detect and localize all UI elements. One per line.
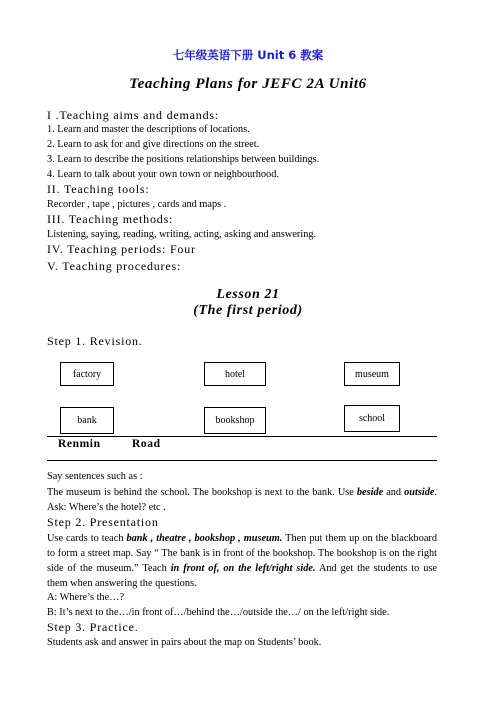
map-building-school: school <box>344 405 400 432</box>
map-building-hotel: hotel <box>204 362 266 386</box>
road-name-word2: Road <box>132 438 161 450</box>
step3-text: Students ask and answer in pairs about the map on Students’ book. <box>47 637 322 648</box>
map-building-museum: museum <box>344 362 400 386</box>
step1-heading: Step 1. Revision. <box>47 334 143 348</box>
tools-text: Recorder , tape , pictures , cards and maps . <box>47 199 227 210</box>
chinese-title: 七年级英语下册 Unit 6 教案 <box>172 48 324 62</box>
lesson-title: Lesson 21 <box>216 287 280 302</box>
dialogue-line-b: B: It’s next to the…/in front of…/behind the…/outside the…/ on the left/right side. <box>47 607 390 618</box>
aim-item-1: 1. Learn and master the descriptions of locations. <box>47 124 250 135</box>
aim-item-3: 3. Learn to describe the positions relationships between buildings. <box>47 154 320 165</box>
road-line-bottom <box>47 460 437 461</box>
aim-item-2: 2. Learn to ask for and give directions on the street. <box>47 139 260 150</box>
dialogue-line-a: A: Where’s the…? <box>47 592 125 603</box>
lesson-period: (The first period) <box>193 303 303 318</box>
methods-text: Listening, saying, reading, writing, acting, asking and answering. <box>47 229 317 240</box>
step2-heading: Step 2. Presentation <box>47 515 159 529</box>
map-building-bookshop: bookshop <box>204 407 266 434</box>
road-line-top <box>47 436 437 437</box>
map-building-bank: bank <box>60 407 114 434</box>
section-heading-periods: IV. Teaching periods: Four <box>47 242 196 256</box>
map-building-factory: factory <box>60 362 114 386</box>
section-heading-tools: II. Teaching tools: <box>47 182 150 196</box>
step1-paragraph: The museum is behind the school. The bookshop is next to the bank. Use beside and outside. Ask: Where’s the hotel? etc . <box>47 487 437 513</box>
step3-heading: Step 3. Practice. <box>47 620 139 634</box>
road-name-word1: Renmin <box>58 438 101 450</box>
say-intro: Say sentences such as : <box>47 471 143 482</box>
step2-paragraph: Use cards to teach bank , theatre , bookshop , museum. Then put them up on the blackboard to form a street map. Say “ The bank is in front of the bookshop. The bookshop is on the right side of the museum.” Teach in front of, on the left/right side. And get the students to use them when answering the questions. <box>47 533 437 589</box>
aim-item-4: 4. Learn to talk about your own town or neighbourhood. <box>47 169 279 180</box>
section-heading-aims: I .Teaching aims and demands: <box>47 108 219 122</box>
section-heading-methods: III. Teaching methods: <box>47 212 174 226</box>
section-heading-procedures: V. Teaching procedures: <box>47 259 182 273</box>
document-title: Teaching Plans for JEFC 2A Unit6 <box>129 76 367 92</box>
